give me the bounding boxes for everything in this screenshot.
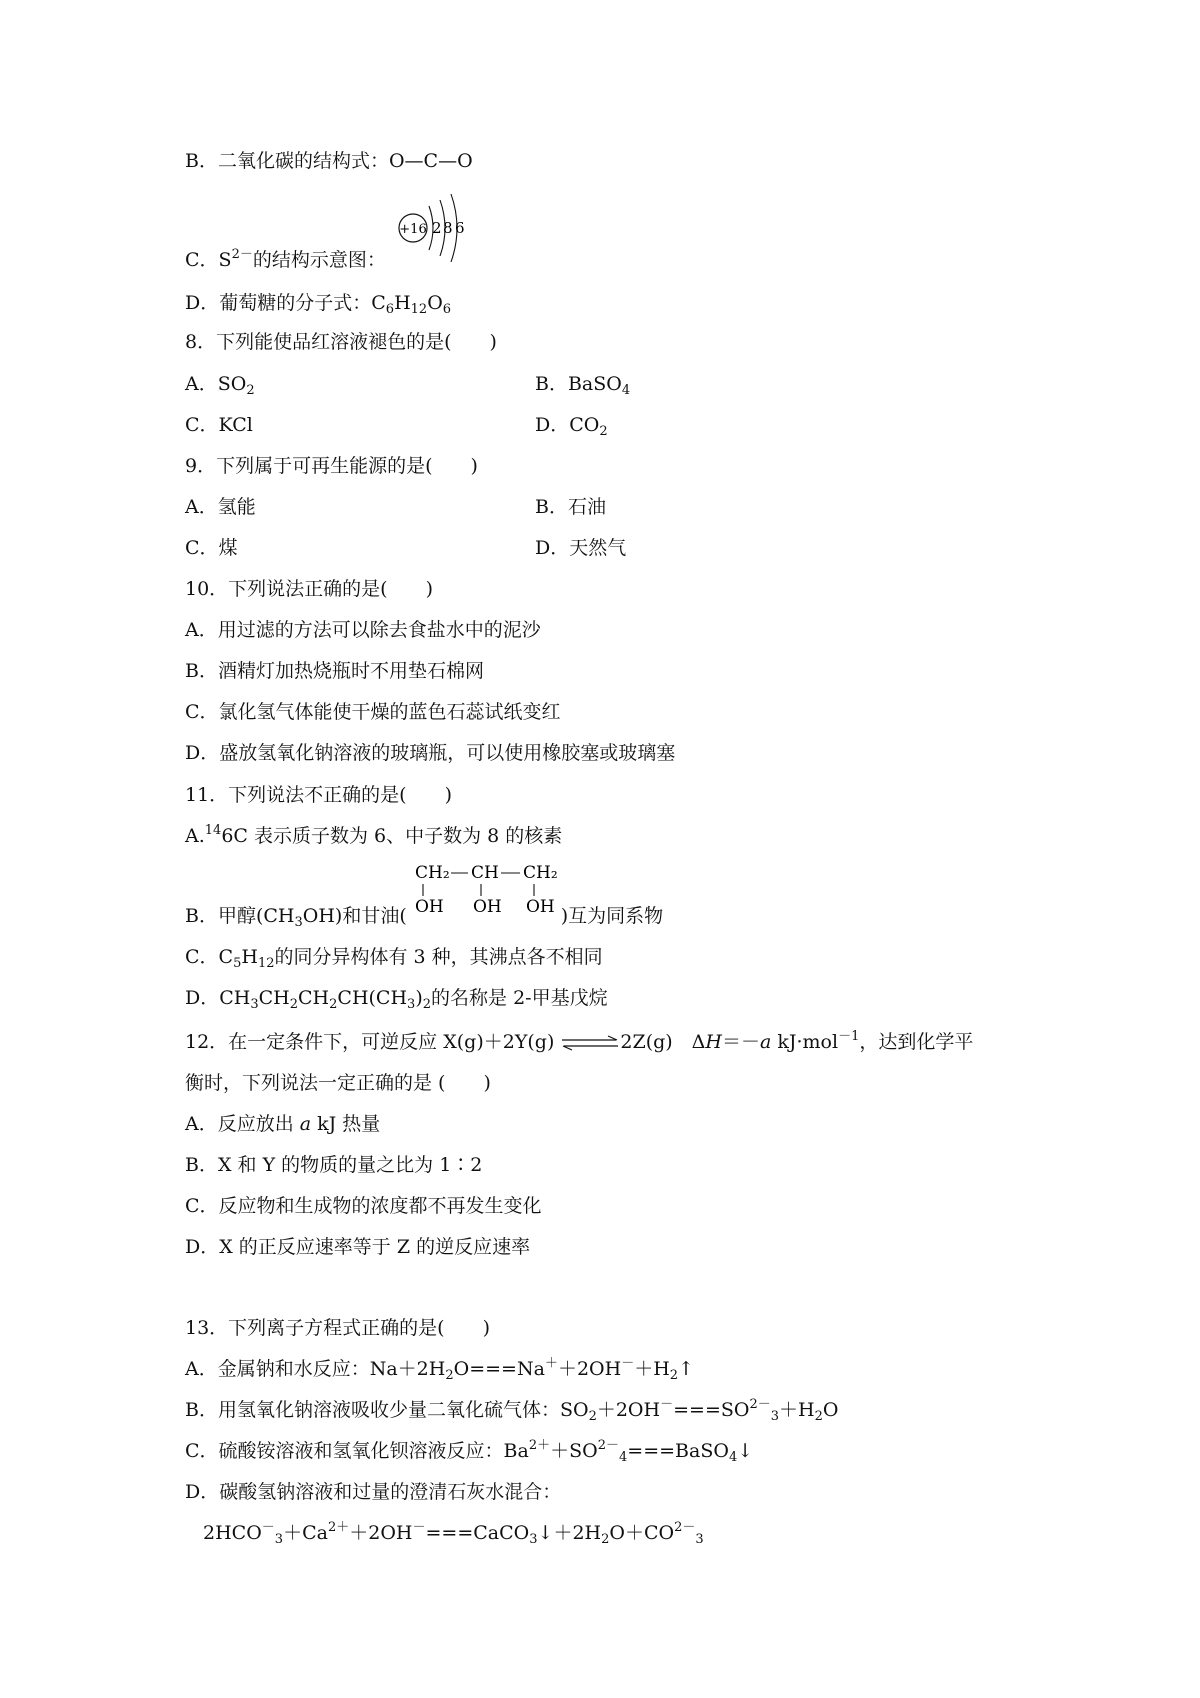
q10-option-c: C．氯化氢气体能使干燥的蓝色石蕊试纸变红 bbox=[185, 701, 561, 723]
q13-stem: 13．下列离子方程式正确的是( ) bbox=[185, 1317, 491, 1339]
q7-option-b-text: B．二氧化碳的结构式：O—C—O bbox=[185, 150, 473, 172]
q7-option-c: C．$S^{2-}$的结构示意图： bbox=[185, 247, 386, 271]
q12-option-d: D．X 的正反应速率等于 Z 的逆反应速率 bbox=[185, 1236, 531, 1258]
q9-option-d: D．天然气 bbox=[535, 537, 627, 559]
q12-stem-line2: 衡时，下列说法一定正确的是 ( ) bbox=[185, 1072, 491, 1094]
q10-option-d: D．盛放氢氧化钠溶液的玻璃瓶，可以使用橡胶塞或玻璃塞 bbox=[185, 742, 676, 764]
q12-option-a: A．反应放出 a kJ 热量 bbox=[185, 1113, 381, 1135]
sulfide-ion-structure-diagram bbox=[395, 188, 480, 271]
glycerol-oh-2: OH bbox=[473, 897, 502, 917]
nucleus-charge: +16 bbox=[399, 222, 427, 237]
q11-option-c: C．$C_5H_{12}$的同分异构体有 3 种，其沸点各不相同 bbox=[185, 946, 603, 971]
shell-3-count: 6 bbox=[455, 219, 465, 237]
q12-option-b: B．X 和 Y 的物质的量之比为 1∶2 bbox=[185, 1154, 483, 1176]
q8-option-d: D．$CO_2$ bbox=[535, 414, 608, 439]
glycerol-c1: CH₂ bbox=[415, 863, 450, 883]
shell-1-count: 2 bbox=[432, 219, 442, 237]
shell-2-count: 8 bbox=[443, 219, 453, 237]
glycerol-c3: CH₂ bbox=[523, 863, 558, 883]
q13-option-d: D．碳酸氢钠溶液和过量的澄清石灰水混合： bbox=[185, 1481, 562, 1503]
q10-option-b: B．酒精灯加热烧瓶时不用垫石棉网 bbox=[185, 660, 484, 682]
glycerol-oh-1: OH bbox=[415, 897, 444, 917]
q8-option-b: B．BaSO$_4$ bbox=[535, 373, 631, 398]
q11-option-d: D．$CH_3CH_2CH_2CH(CH_3)_2$的名称是 2-甲基戊烷 bbox=[185, 987, 608, 1012]
q9-option-a: A．氢能 bbox=[185, 496, 256, 518]
q11-stem: 11．下列说法不正确的是( ) bbox=[185, 784, 453, 806]
q13-option-d-equation: $2HCO^-_3+Ca^{2+}+2OH^-===CaCO_3↓+2H_2O+CO^{2-}_3$ bbox=[203, 1520, 704, 1547]
q8-stem: 8．下列能使品红溶液褪色的是( ) bbox=[185, 331, 497, 353]
q9-option-b: B．石油 bbox=[535, 496, 606, 518]
reversible-arrow-icon bbox=[560, 1035, 620, 1051]
q9-option-c: C．煤 bbox=[185, 537, 238, 559]
q8-option-a: A．$SO_2$ bbox=[185, 373, 255, 398]
q11-option-b: B．甲醇$(CH_3OH)$和甘油( )互为同系物 bbox=[185, 905, 664, 930]
glycerol-c2: CH bbox=[471, 863, 499, 883]
q10-option-a: A．用过滤的方法可以除去食盐水中的泥沙 bbox=[185, 619, 541, 641]
glycerol-oh-3: OH bbox=[526, 897, 555, 917]
q7-option-d: D．葡萄糖的分子式：$C_6H_{12}O_6$ bbox=[185, 292, 452, 317]
q13-option-b: B．用氢氧化钠溶液吸收少量二氧化硫气体：$SO_2+2OH^-===SO^{2-}_3+H_2O$ bbox=[185, 1397, 839, 1424]
q9-stem: 9．下列属于可再生能源的是( ) bbox=[185, 455, 478, 477]
q13-option-a: A．金属钠和水反应：$Na+2H_2O===Na^++2OH^-+H_2↑$ bbox=[185, 1356, 694, 1383]
q8-option-c: C．KCl bbox=[185, 414, 253, 436]
q7-option-b bbox=[185, 149, 473, 173]
q10-stem: 10．下列说法正确的是( ) bbox=[185, 578, 434, 600]
q13-option-c: C．硫酸铵溶液和氢氧化钡溶液反应：$Ba^{2+}+SO^{2-}_4===BaSO_4↓$ bbox=[185, 1438, 754, 1465]
q12-option-c: C．反应物和生成物的浓度都不再发生变化 bbox=[185, 1195, 542, 1217]
q11-option-a: A.$^{14}$6C 表示质子数为 6、中子数为 8 的核素 bbox=[185, 823, 563, 847]
q12-stem: 12．在一定条件下，可逆反应 X(g)＋2Y(g) 2Z(g) ΔH＝－a kJ·mol$^{-1}$，达到化学平 bbox=[185, 1029, 974, 1053]
